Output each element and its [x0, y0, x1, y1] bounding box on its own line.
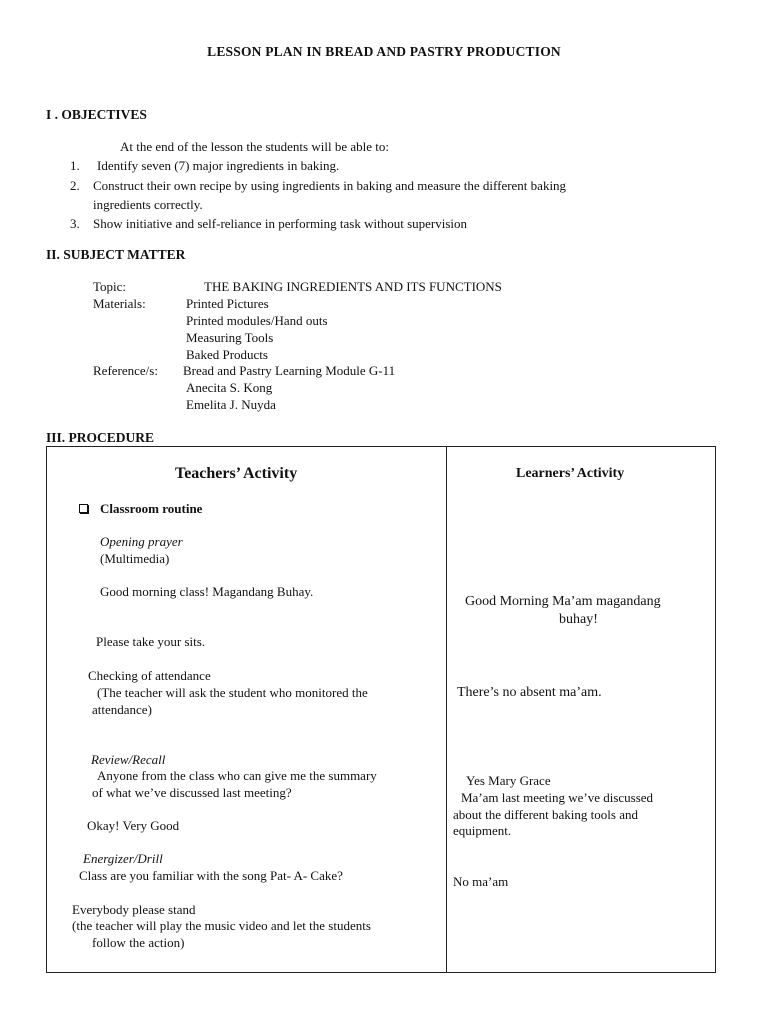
- review-recall-label: Review/Recall: [91, 752, 166, 767]
- objective-item-continuation: ingredients correctly.: [93, 197, 203, 212]
- column-divider: [446, 447, 447, 972]
- material-item: Printed modules/Hand outs: [186, 313, 328, 328]
- stand-instruction: Everybody please stand: [72, 902, 196, 917]
- objectives-heading: I . OBJECTIVES: [46, 107, 147, 122]
- material-item: Baked Products: [186, 347, 268, 362]
- reference-item: Anecita S. Kong: [186, 380, 273, 395]
- procedure-table: [46, 446, 716, 973]
- objective-item: Identify seven (7) major ingredients in baking.: [97, 158, 340, 173]
- materials-label: Materials:: [93, 296, 146, 311]
- objective-number: 3.: [70, 216, 80, 231]
- reference-item: Bread and Pastry Learning Module G-11: [183, 363, 396, 378]
- objective-number: 1.: [70, 158, 80, 173]
- stand-note-continuation: follow the action): [92, 935, 185, 950]
- multimedia-note: (Multimedia): [100, 551, 170, 566]
- learner-summary-continuation: equipment.: [453, 823, 512, 838]
- objective-number: 2.: [70, 178, 80, 193]
- references-label: Reference/s:: [93, 363, 158, 378]
- learner-yes-response: Yes Mary Grace: [466, 773, 551, 788]
- objectives-intro: At the end of the lesson the students will be able to:: [120, 139, 389, 154]
- attendance-note-continuation: attendance): [92, 702, 152, 717]
- teacher-okay: Okay! Very Good: [87, 818, 180, 833]
- attendance-note: (The teacher will ask the student who monitored the: [97, 685, 368, 700]
- opening-prayer-label: Opening prayer: [100, 534, 183, 549]
- document-title: LESSON PLAN IN BREAD AND PASTRY PRODUCTION: [207, 44, 561, 59]
- subject-matter-heading: II. SUBJECT MATTER: [46, 247, 186, 262]
- procedure-heading: III. PROCEDURE: [46, 430, 155, 445]
- objective-item: Construct their own recipe by using ingredients in baking and measure the different baking: [93, 178, 567, 193]
- energizer-drill-label: Energizer/Drill: [83, 851, 163, 866]
- learner-summary-continuation: about the different baking tools and: [453, 807, 638, 822]
- classroom-routine-label: Classroom routine: [100, 501, 203, 516]
- checkbox-icon: [79, 504, 88, 513]
- learners-activity-header: Learners’ Activity: [516, 466, 625, 481]
- teachers-activity-header: Teachers’ Activity: [175, 465, 298, 482]
- learner-greeting: Good Morning Ma’am magandang: [465, 594, 661, 609]
- topic-value: THE BAKING INGREDIENTS AND ITS FUNCTIONS: [204, 279, 502, 294]
- learner-absent-response: There’s no absent ma’am.: [457, 685, 602, 700]
- topic-label: Topic:: [93, 279, 127, 294]
- material-item: Printed Pictures: [186, 296, 269, 311]
- objective-item: Show initiative and self-reliance in performing task without supervision: [93, 216, 468, 231]
- review-question-continuation: of what we’ve discussed last meeting?: [92, 785, 292, 800]
- learner-greeting-continuation: buhay!: [559, 612, 598, 627]
- learner-no-response: No ma’am: [453, 874, 509, 889]
- attendance-label: Checking of attendance: [88, 668, 211, 683]
- energizer-question: Class are you familiar with the song Pat- A- Cake?: [79, 868, 343, 883]
- teacher-greeting: Good morning class! Magandang Buhay.: [100, 584, 314, 599]
- stand-note: (the teacher will play the music video and let the students: [72, 918, 371, 933]
- take-sits-instruction: Please take your sits.: [96, 634, 206, 649]
- learner-summary: Ma’am last meeting we’ve discussed: [461, 790, 654, 805]
- review-question: Anyone from the class who can give me the summary: [97, 768, 377, 783]
- reference-item: Emelita J. Nuyda: [186, 397, 276, 412]
- material-item: Measuring Tools: [186, 330, 274, 345]
